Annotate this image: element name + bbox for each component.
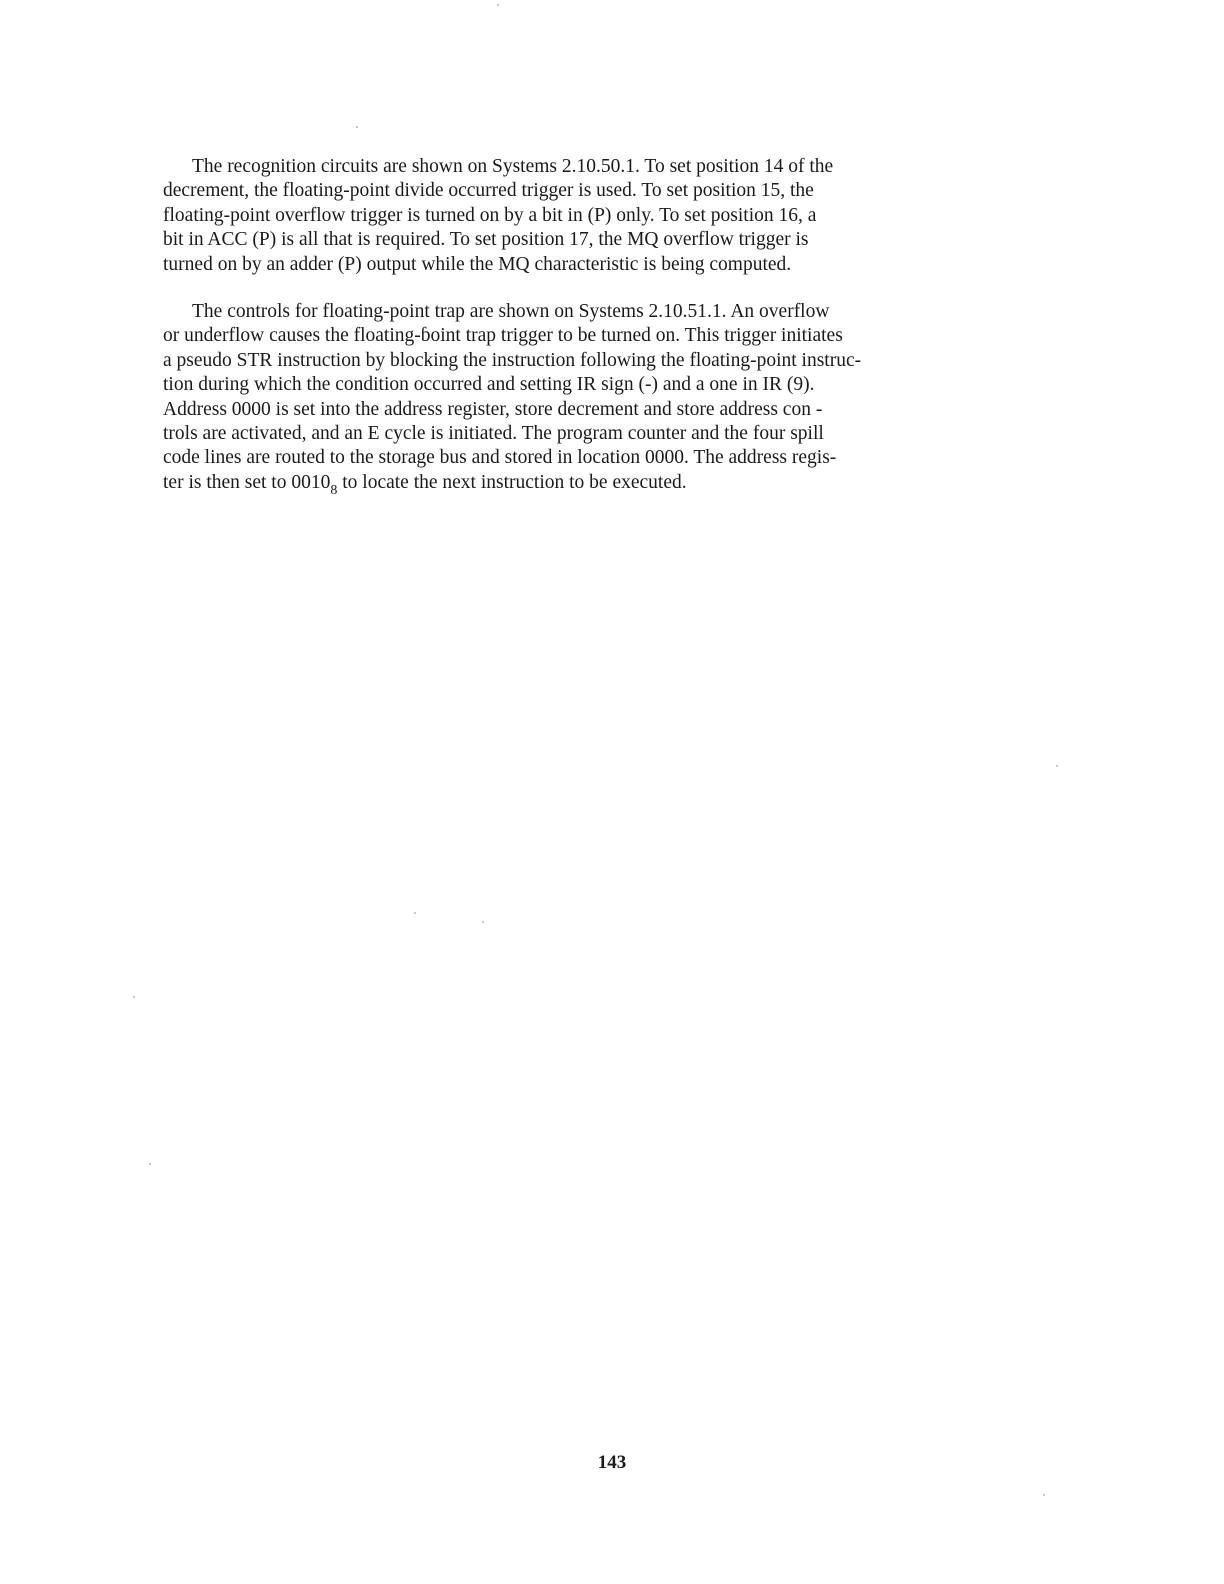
text-line: Address 0000 is set into the address register, store decrement and store address con - (163, 398, 823, 420)
text-line: turned on by an adder (P) output while the MQ characteristic is being computed. (163, 253, 792, 275)
page-number: 143 (597, 1452, 627, 1473)
paragraph-floating-point-trap (163, 300, 1043, 498)
octal-subscript: 8 (330, 482, 338, 498)
text-line: code lines are routed to the storage bus and stored in location 0000. The address regis- (163, 447, 837, 469)
text-line: tion during which the condition occurred and setting IR sign (-) and a one in IR (9). (163, 374, 815, 396)
text-line: floating-point overflow trigger is turned on by a bit in (P) only. To set position 16, a (163, 204, 817, 226)
text-line: The controls for floating-point trap are shown on Systems 2.10.51.1. An overflow (192, 301, 830, 322)
text-line-last (163, 471, 1043, 498)
text-segment: ter is then set to 0010 (163, 471, 331, 493)
text-line: decrement, the floating-point divide occurred trigger is used. To set position 15, the (163, 180, 814, 202)
paragraph-recognition-circuits (163, 155, 1043, 277)
text-line: a pseudo STR instruction by blocking the instruction following the floating-point instruc- (163, 349, 862, 371)
scan-speck (482, 921, 484, 923)
scan-speck (1056, 765, 1058, 767)
text-line: The recognition circuits are shown on Systems 2.10.50.1. To set position 14 of the (192, 156, 834, 177)
scan-speck (414, 912, 416, 914)
text-line: trols are activated, and an E cycle is initiated. The program counter and the four spill (163, 422, 824, 444)
scan-speck (497, 4, 499, 6)
text-segment: to locate the next instruction to be executed. (337, 471, 687, 493)
scan-speck (1043, 1494, 1045, 1496)
text-line: or underflow causes the floating-ɓoint trap trigger to be turned on. This trigger initiates (163, 325, 843, 347)
scan-speck (356, 126, 358, 128)
text-line: bit in ACC (P) is all that is required. To set position 17, the MQ overflow trigger is (163, 229, 809, 251)
scan-speck (133, 996, 135, 998)
scan-speck (149, 1163, 151, 1165)
